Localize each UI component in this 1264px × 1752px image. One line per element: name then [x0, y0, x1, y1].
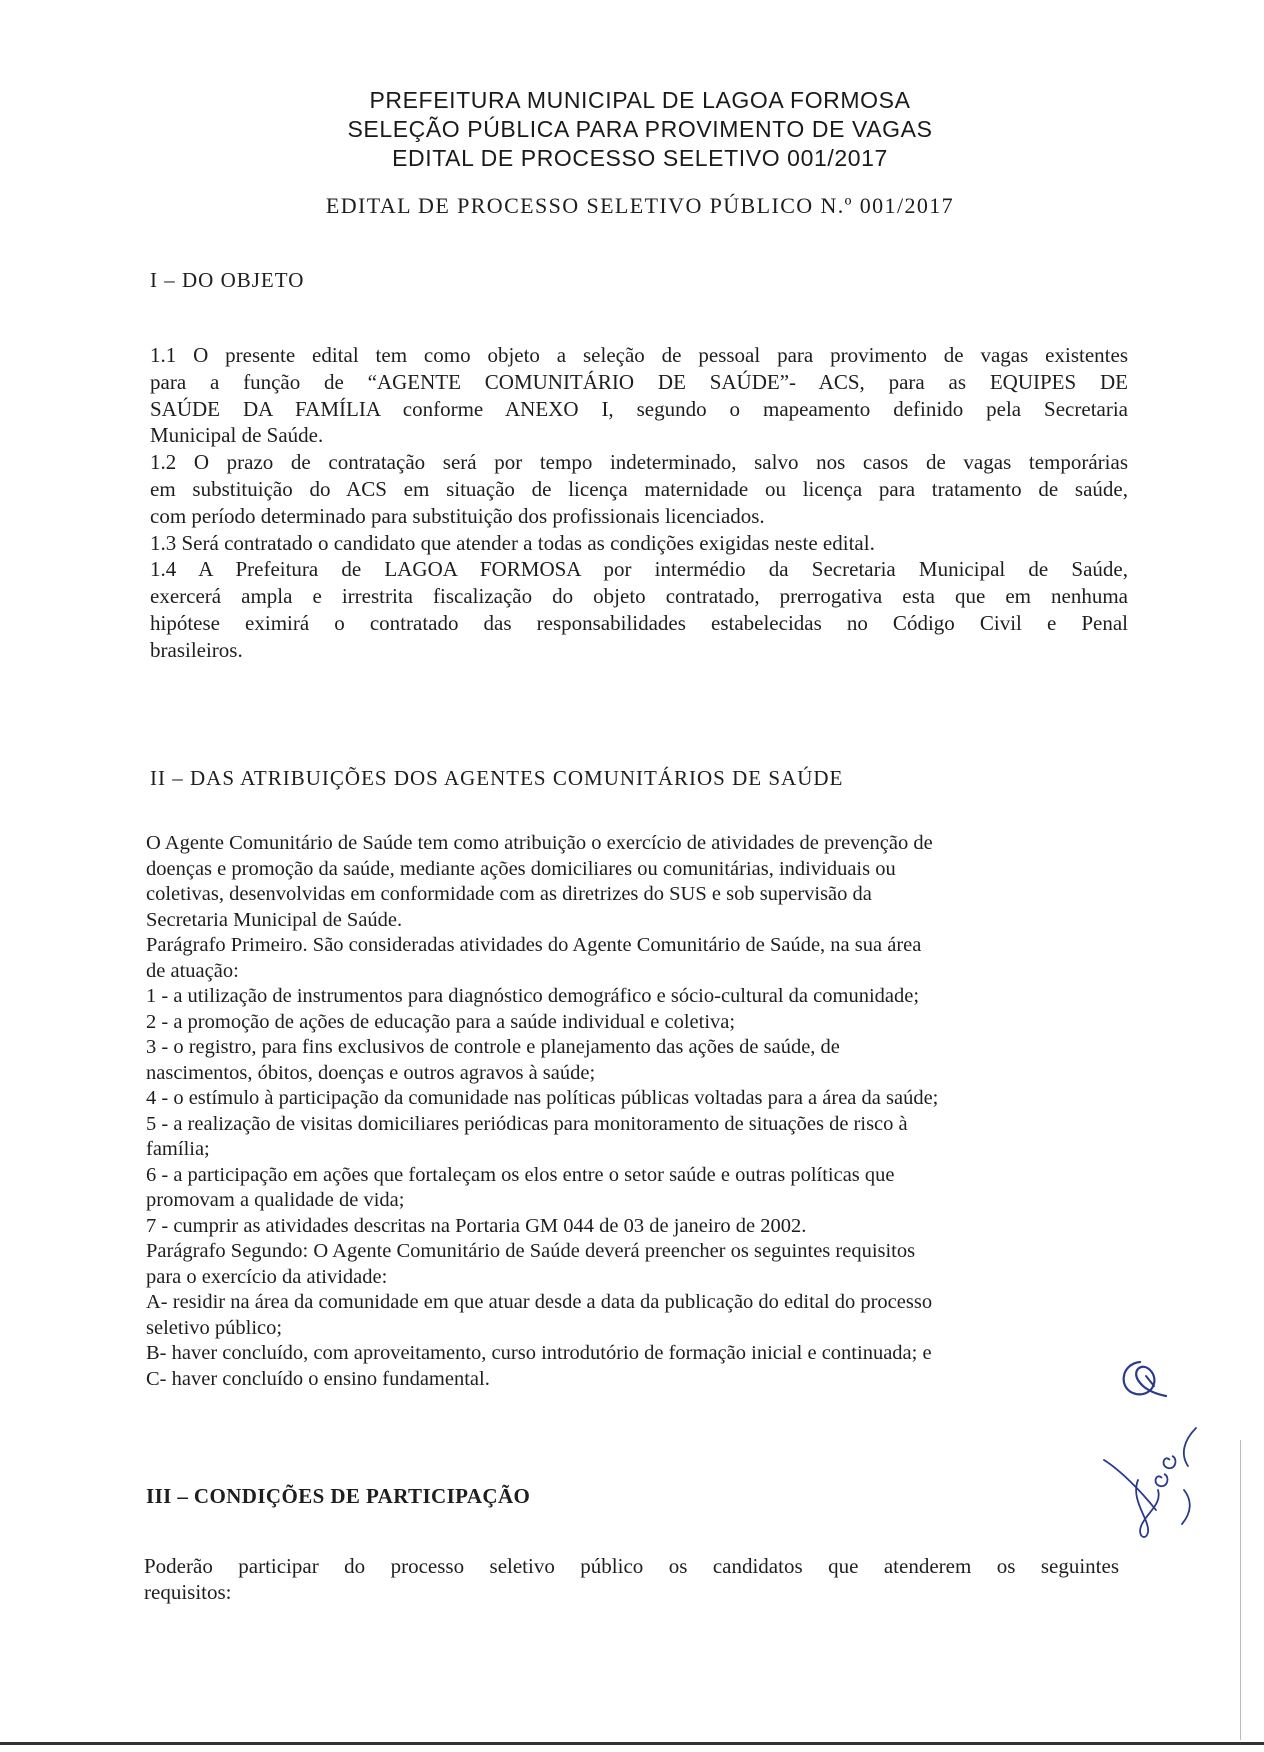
section-1-heading: I – DO OBJETO — [150, 268, 305, 292]
section-3-line: Poderão participar do processo seletivo público os candidatos que atenderem os seguintes — [144, 1554, 1119, 1578]
section-2-line: Parágrafo Segundo: O Agente Comunitário de Saúde deverá preencher os seguintes requisitos — [146, 1240, 916, 1262]
section-2-line: coletivas, desenvolvidas em conformidade com as diretrizes do SUS e sob supervisão da — [146, 883, 872, 905]
section-1-line: 1.1 O presente edital tem como objeto a seleção de pessoal para provimento de vagas existentes — [150, 343, 1128, 367]
section-1-line: SAÚDE DA FAMÍLIA conforme ANEXO I, segundo o mapeamento definido pela Secretaria — [150, 396, 1128, 421]
scan-edge-line — [1240, 1440, 1241, 1740]
section-2-line: para o exercício da atividade: — [146, 1265, 388, 1288]
section-2-line: 7 - cumprir as atividades descritas na Portaria GM 044 de 03 de janeiro de 2002. — [146, 1214, 807, 1237]
section-2-line: A- residir na área da comunidade em que atuar desde a data da publicação do edital do processo — [146, 1291, 933, 1313]
section-1-line: hipótese eximirá o contratado das responsabilidades estabelecidas no Código Civil e Penal — [150, 610, 1128, 635]
section-2-line: B- haver concluído, com aproveitamento, curso introdutório de formação inicial e continuada; e — [146, 1342, 932, 1364]
header-line-3: EDITAL DE PROCESSO SELETIVO 001/2017 — [392, 145, 888, 171]
section-2-line: 2 - a promoção de ações de educação para a saúde individual e coletiva; — [146, 1010, 736, 1033]
section-2-line: seletivo público; — [146, 1316, 283, 1339]
section-2-line: promovam a qualidade de vida; — [146, 1189, 405, 1211]
section-1-line: exercerá ampla e irrestrita fiscalização do objeto contratado, prerrogativa esta que em nenhuma — [150, 584, 1128, 609]
section-2-line: Parágrafo Primeiro. São consideradas atividades do Agente Comunitário de Saúde, na sua área — [146, 934, 922, 956]
section-2-line: C- haver concluído o ensino fundamental. — [146, 1367, 490, 1390]
section-1-line: 1.3 Será contratado o candidato que atender a todas as condições exigidas neste edital. — [150, 530, 875, 555]
section-1-line: 1.4 A Prefeitura de LAGOA FORMOSA por intermédio da Secretaria Municipal de Saúde, — [150, 557, 1128, 582]
section-2-line: de atuação: — [146, 959, 239, 982]
section-3-line: requisitos: — [144, 1580, 232, 1604]
section-2-body — [146, 831, 1126, 1392]
section-1-line: brasileiros. — [150, 637, 243, 662]
section-2-heading: II – DAS ATRIBUIÇÕES DOS AGENTES COMUNITÁRIOS DE SAÚDE — [150, 766, 844, 790]
section-1-line: Municipal de Saúde. — [150, 423, 324, 448]
section-2-line: nascimentos, óbitos, doenças e outros agravos à saúde; — [146, 1061, 596, 1084]
section-2-line: 6 - a participação em ações que fortaleçam os elos entre o setor saúde e outras políticas que — [146, 1163, 895, 1186]
section-3-heading: III – CONDIÇÕES DE PARTICIPAÇÃO — [146, 1484, 531, 1508]
section-2-line: 3 - o registro, para fins exclusivos de controle e planejamento das ações de saúde, de — [146, 1036, 840, 1058]
scan-bottom-edge — [0, 1742, 1264, 1745]
section-1-line: para a função de “AGENTE COMUNITÁRIO DE SAÚDE”- ACS, para as EQUIPES DE — [150, 369, 1128, 394]
section-2-line: doenças e promoção da saúde, mediante ações domiciliares ou comunitárias, individuais ou — [146, 857, 896, 880]
header-line-2: SELEÇÃO PÚBLICA PARA PROVIMENTO DE VAGAS — [347, 116, 933, 142]
edital-title: EDITAL DE PROCESSO SELETIVO PÚBLICO N.º 001/2017 — [325, 193, 955, 218]
signature-icon — [1100, 1420, 1210, 1550]
section-1-line: em substituição do ACS em situação de licença maternidade ou licença para tratamento de saúde, — [150, 476, 1128, 501]
document-header — [200, 86, 1080, 173]
section-1-line: 1.2 O prazo de contratação será por tempo indeterminado, salvo nos casos de vagas temporárias — [150, 450, 1128, 475]
section-2-line: 4 - o estímulo à participação da comunidade nas políticas públicas voltadas para a área da saúde; — [146, 1087, 939, 1109]
section-2-line: 1 - a utilização de instrumentos para diagnóstico demográfico e sócio-cultural da comunidade; — [146, 985, 920, 1007]
header-line-1: PREFEITURA MUNICIPAL DE LAGOA FORMOSA — [369, 87, 911, 113]
section-3-body — [144, 1553, 1119, 1605]
section-2-line: O Agente Comunitário de Saúde tem como atribuição o exercício de atividades de prevenção de — [146, 832, 933, 854]
section-2-line: 5 - a realização de visitas domiciliares periódicas para monitoramento de situações de risco à — [146, 1112, 908, 1135]
section-1-body — [150, 342, 1128, 664]
section-2-line: família; — [146, 1138, 210, 1160]
section-2-line: Secretaria Municipal de Saúde. — [146, 908, 403, 931]
section-1-line: com período determinado para substituição dos profissionais licenciados. — [150, 503, 765, 528]
initials-mark-icon — [1110, 1350, 1180, 1410]
